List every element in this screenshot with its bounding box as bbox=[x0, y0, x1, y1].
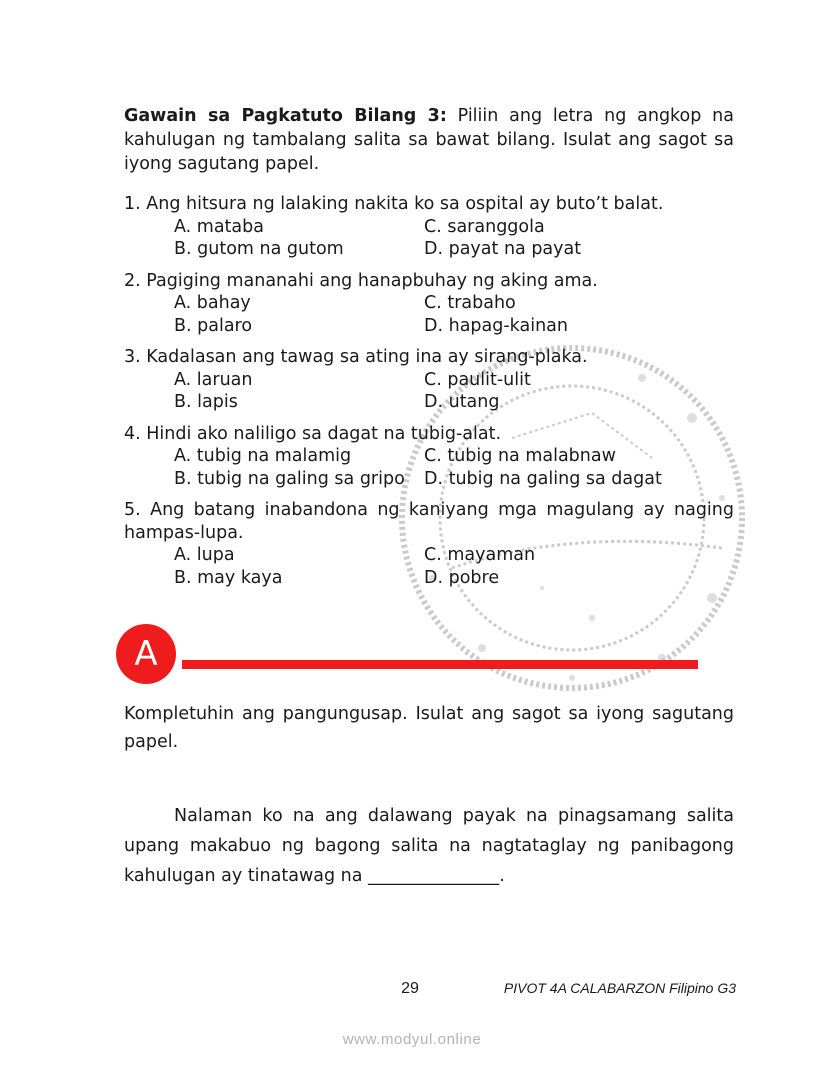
question-text: 3. Kadalasan ang tawag sa ating ina ay sirang-plaka. bbox=[124, 347, 588, 367]
activity-instruction: Piliin ang letra ng angkop na kahulugan ng tambalang salita sa bawat bilang. Isulat ang sagot sa iyong sagutang papel. bbox=[124, 106, 734, 174]
question-item bbox=[124, 499, 734, 589]
question-item bbox=[124, 346, 734, 414]
option-d: D. utang bbox=[424, 392, 500, 412]
option-b: B. may kaya bbox=[174, 567, 283, 588]
question-list bbox=[124, 193, 734, 598]
option-c: C. tubig na malabnaw bbox=[424, 446, 616, 466]
option-b: B. tubig na galing sa gripo bbox=[174, 468, 405, 489]
option-b: B. gutom na gutom bbox=[174, 239, 344, 259]
option-a: A. bahay bbox=[174, 293, 251, 313]
section-letter-badge: A bbox=[116, 624, 176, 684]
option-a: A. mataba bbox=[174, 216, 264, 237]
question-item bbox=[124, 270, 734, 338]
option-c: C. paulit-ulit bbox=[424, 369, 531, 390]
question-text: 5. Ang batang inabandona ng kaniyang mga magulang ay naging hampas-lupa. bbox=[124, 500, 734, 543]
page-number: 29 bbox=[401, 980, 419, 997]
option-b: B. palaro bbox=[174, 315, 253, 336]
option-d: D. tubig na galing sa dagat bbox=[424, 468, 662, 489]
option-d: D. hapag-kainan bbox=[424, 315, 568, 336]
question-text: 2. Pagiging mananahi ang hanapbuhay ng aking ama. bbox=[124, 270, 598, 291]
option-c: C. trabaho bbox=[424, 293, 516, 313]
option-d: D. payat na payat bbox=[424, 239, 582, 259]
option-a: A. lupa bbox=[174, 545, 235, 565]
section-instruction: Kompletuhin ang pangungusap. Isulat ang sagot sa iyong sagutang papel. bbox=[124, 704, 734, 752]
question-item bbox=[124, 193, 734, 261]
section-divider-line bbox=[182, 660, 698, 669]
option-a: A. laruan bbox=[174, 369, 253, 390]
option-d: D. pobre bbox=[424, 567, 500, 588]
question-text: 1. Ang hitsura ng lalaking nakita ko sa ospital ay buto’t balat. bbox=[124, 194, 664, 214]
option-c: C. saranggola bbox=[424, 216, 545, 237]
question-item bbox=[124, 423, 734, 491]
option-c: C. mayaman bbox=[424, 545, 536, 565]
option-b: B. lapis bbox=[174, 392, 238, 412]
question-text: 4. Hindi ako naliligo sa dagat na tubig-alat. bbox=[124, 423, 502, 444]
fill-in-paragraph: Nalaman ko na ang dalawang payak na pinagsamang salita upang makabuo ng bagong salita na nagtataglay ng panibagong kahulugan ay tinatawag na _______________. bbox=[124, 806, 734, 886]
activity-intro bbox=[124, 104, 734, 176]
activity-title: Gawain sa Pagkatuto Bilang 3: bbox=[124, 106, 447, 126]
website-watermark: www.modyul.online bbox=[342, 1031, 482, 1048]
section-header bbox=[116, 624, 706, 684]
option-a: A. tubig na malamig bbox=[174, 446, 352, 466]
publication-footer: PIVOT 4A CALABARZON Filipino G3 bbox=[503, 980, 736, 996]
